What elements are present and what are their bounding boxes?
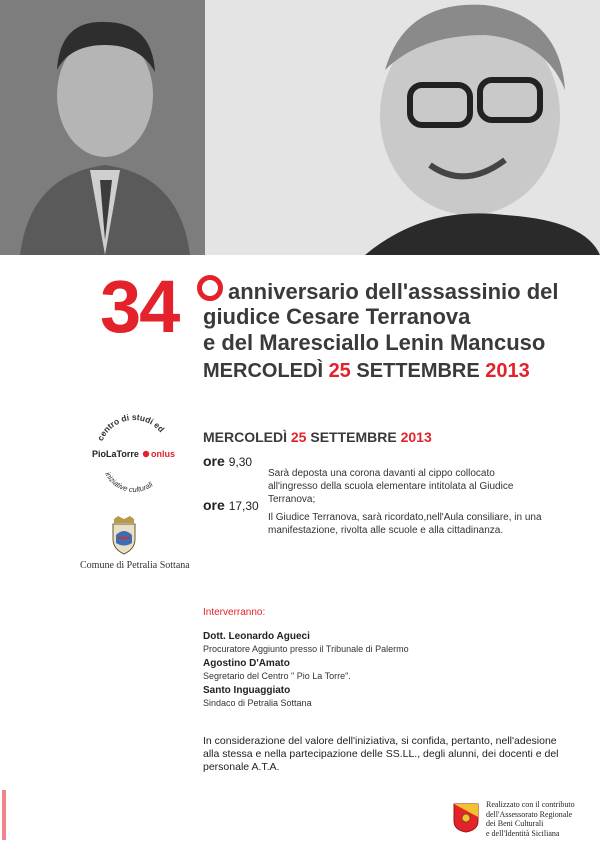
coat-of-arms-icon <box>108 515 140 555</box>
comune-label: Comune di Petralia Sottana <box>80 560 190 571</box>
regione-sicilia-logo <box>453 803 479 833</box>
event-description-1: Sarà deposta una corona davanti al cippo collocato all'ingresso della scuola elementare intitolata al Giudice Terranova; <box>268 468 514 505</box>
event-time-ore: ore <box>203 497 225 513</box>
portrait-photo-left <box>0 0 205 255</box>
svg-text:iniziative culturali <box>103 470 154 494</box>
speakers-label: Interverranno: <box>203 607 266 618</box>
centro-main-text: PioLaTorre <box>92 449 139 459</box>
anniversary-number: 34 <box>100 265 179 348</box>
side-print-mark <box>2 790 6 840</box>
speaker-name: Agostino D'Amato <box>203 658 290 669</box>
speaker-role: Segretario del Centro " Pio La Torre". <box>203 671 351 681</box>
credit-line: dei Beni Culturali <box>486 819 544 828</box>
program-date-month: SETTEMBRE <box>310 429 397 445</box>
program-date-weekday: MERCOLEDÌ <box>203 429 287 445</box>
date-year: 2013 <box>485 360 530 382</box>
event-time-ore: ore <box>203 453 225 469</box>
credit-line: Realizzato con il contributo <box>486 800 575 809</box>
event-time-value: 17,30 <box>228 499 259 513</box>
comune-crest <box>108 515 140 555</box>
title-line-1: anniversario dell'assassinio del <box>228 279 559 304</box>
portrait-photo-icon <box>0 0 205 255</box>
centro-pio-la-torre-logo <box>88 408 180 500</box>
event-time-value: 9,30 <box>228 455 253 469</box>
date-month: SETTEMBRE <box>356 360 480 382</box>
program-date-year: 2013 <box>400 429 432 445</box>
speaker-name: Dott. Leonardo Agueci <box>203 631 310 642</box>
svg-text:centro di studi ed <box>95 412 166 442</box>
program-date-day: 25 <box>290 429 307 445</box>
centro-onlus-text: onlus <box>151 449 175 459</box>
centro-logo-icon <box>88 408 180 500</box>
date-weekday: MERCOLEDÌ <box>203 360 323 382</box>
speaker-role: Procuratore Aggiunto presso il Tribunale di Palermo <box>203 644 409 654</box>
speaker-role: Sindaco di Petralia Sottana <box>203 698 312 708</box>
closing-paragraph: In considerazione del valore dell'iniziativa, si confida, pertanto, nell'adesione alla stessa e nella partecipazione delle SS.LL., degli alunni, dei docenti e del personale A.T.A. <box>203 735 559 773</box>
portrait-photo-right <box>205 0 600 255</box>
header-photo-band <box>0 0 600 255</box>
title-line-3: e del Maresciallo Lenin Mancuso <box>203 330 546 355</box>
program-date <box>203 429 432 445</box>
date-day: 25 <box>328 360 351 382</box>
event-time-2 <box>203 497 259 513</box>
centro-top-text: centro di studi ed <box>95 411 167 443</box>
event-description-2: Il Giudice Terranova, sarà ricordato,nell'Aula consiliare, in una manifestazione, rivolta alle scuole e alla cittadinanza. <box>268 512 542 536</box>
trinacria-icon <box>453 803 479 833</box>
centro-bottom-text: iniziative culturali <box>103 470 155 495</box>
event-date-headline <box>203 360 530 383</box>
credit-line: dell'Assessorato Regionale <box>486 809 573 819</box>
credit-line: e dell'Identità Siciliana <box>486 828 560 838</box>
portrait-photo-icon <box>205 0 600 255</box>
title-line-2: giudice Cesare Terranova <box>203 304 471 329</box>
event-time-1 <box>203 453 252 469</box>
ordinal-degree-mark <box>197 275 223 301</box>
speaker-name: Santo Inguaggiato <box>203 685 291 696</box>
footer-credit <box>486 800 591 838</box>
